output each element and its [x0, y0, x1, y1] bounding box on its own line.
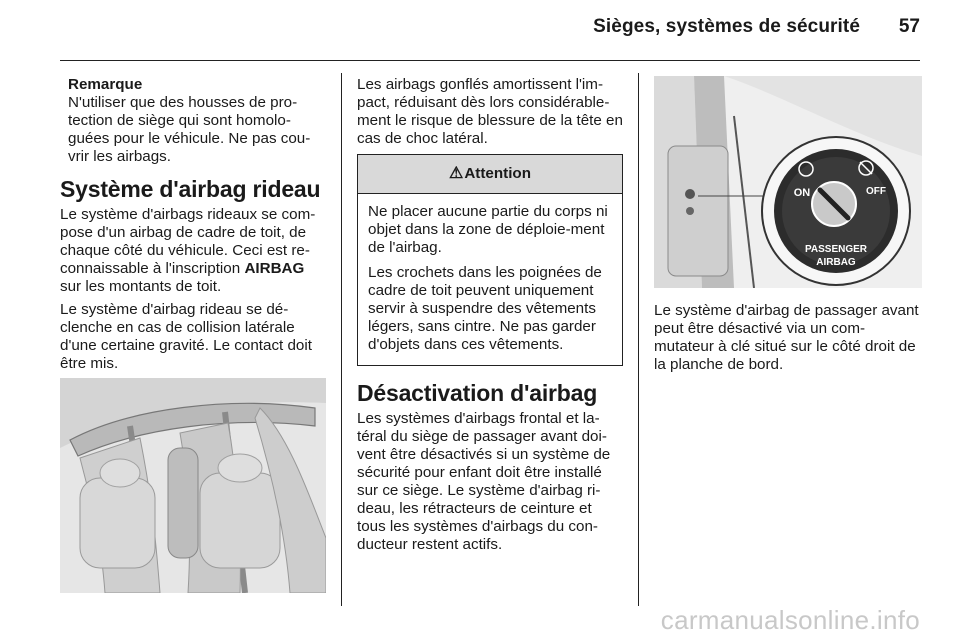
warning-box [357, 154, 623, 366]
column-2 [357, 76, 623, 559]
switch-off-label: OFF [866, 186, 886, 197]
warning-title: Attention [464, 165, 531, 182]
note-block [60, 76, 326, 166]
para1-tail: sur les montants de toit. [60, 278, 222, 295]
curtain-airbag-illustration [60, 378, 326, 593]
impact-intro-paragraph: Les airbags gonflés amortissent l'im-pact, réduisant dès lors considérable-ment le risque de blessure de la tête en cas de choc latéral. [357, 76, 623, 147]
airbag-deactivation-paragraph: Les systèmes d'airbags frontal et la-téral du siège de passager avant doi-vent être désactivés si un système de sécurité pour enfant doit être installé sur ce siège. Le système d'airbag ri-deau, les rétracteurs de ceinture et tous les systèmes d'airbags du con-ducteur restent actifs. [357, 410, 611, 553]
header-divider [60, 60, 920, 61]
column-1 [60, 76, 326, 378]
note-text: N'utiliser que des housses de pro-tection de siège qui sont homolo-guées pour le véhicule. Ne pas cou-vrir les airbags. [68, 94, 311, 165]
key-switch-caption: Le système d'airbag de passager avant peut être désactivé via un com-mutateur à clé situé sur le côté droit de la planche de bord. [654, 302, 919, 373]
airbag-inscription: AIRBAG [244, 260, 305, 277]
switch-passenger-label: PASSENGER [804, 244, 868, 255]
para1-text: Le système d'airbags rideaux se com-pose d'un airbag de cadre de toit, de chaque côté du véhicule. Ceci est re-connaissable à l'inscription [60, 206, 316, 277]
curtain-airbag-paragraph-2: Le système d'airbag rideau se dé-clenche en cas de collision latérale d'une certaine gravité. Le contact doit être mis. [60, 301, 312, 372]
airbag-key-switch-illustration [654, 76, 922, 288]
section-title: Sièges, systèmes de sécurité [593, 16, 860, 37]
curtain-airbag-heading: Système d'airbag rideau [60, 176, 321, 202]
warning-body [358, 194, 622, 365]
airbag-deactivation-heading: Désactivation d'airbag [357, 380, 598, 406]
column-divider-2 [638, 73, 639, 606]
switch-airbag-label: AIRBAG [816, 257, 856, 268]
column-divider-1 [341, 73, 342, 606]
switch-on-label: ON [793, 187, 811, 199]
column-3 [654, 302, 922, 379]
warning-header [358, 155, 622, 194]
warning-triangle-icon: ⚠ [449, 165, 464, 182]
warning-paragraph-2: Les crochets dans les poignées de cadre de toit peuvent uniquement servir à suspendre des vêtements légers, sans cintre. Ne pas garder d'objets dans ces vêtements. [368, 264, 602, 353]
note-title: Remarque [68, 76, 143, 93]
page-number: 57 [898, 16, 920, 37]
watermark: carmanualsonline.info [660, 605, 920, 635]
curtain-airbag-paragraph-1 [60, 206, 326, 296]
warning-paragraph-1: Ne placer aucune partie du corps ni objet dans la zone de déploie-ment de l'airbag. [368, 203, 608, 256]
